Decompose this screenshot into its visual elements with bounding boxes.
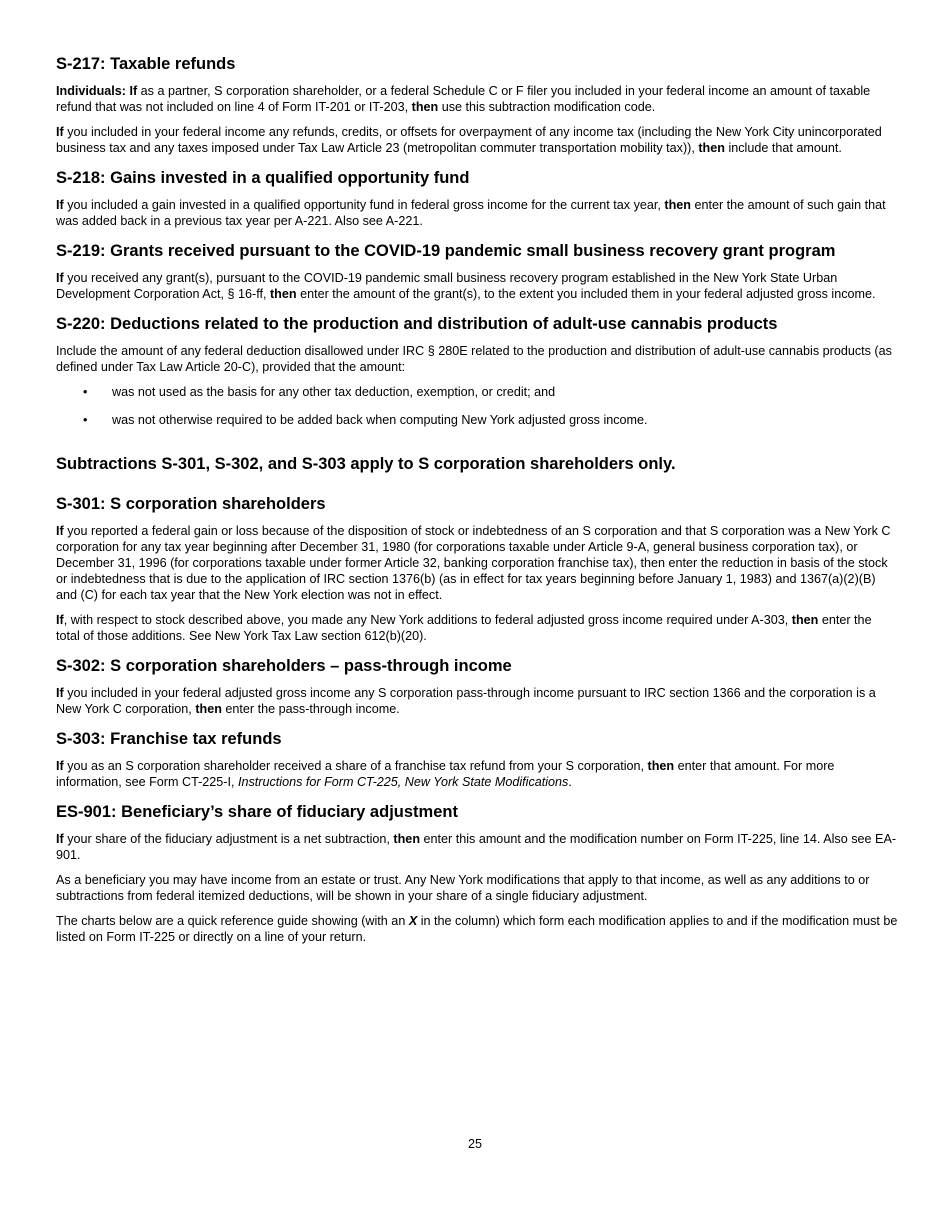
bullet-list [56,384,898,428]
paragraph: As a beneficiary you may have income from an estate or trust. Any New York modifications that apply to that income, as well as any additions to or subtractions from federal itemized deductions, will be shown in your share of a single fiduciary adjustment. [56,873,870,903]
section-s302 [56,656,898,717]
section-title: S-219: Grants received pursuant to the COVID-19 pandemic small business recovery grant program [56,242,836,260]
s-corp-group-heading: Subtractions S-301, S-302, and S-303 apply to S corporation shareholders only. [56,455,676,473]
paragraph: Include the amount of any federal deduction disallowed under IRC § 280E related to the production and distribution of adult-use cannabis products (as defined under Tax Law Article 20-C), provided that the amount: [56,344,892,374]
section-title: S-220: Deductions related to the production and distribution of adult-use cannabis products [56,315,778,333]
paragraph: If, with respect to stock described above, you made any New York additions to federal adjusted gross income required under A-303, then enter the total of those additions. See New York Tax Law section 612(b)(20). [56,613,872,643]
bullet-icon: • [83,413,88,427]
paragraph: Individuals: If as a partner, S corporation shareholder, or a federal Schedule C or F filer you included in your federal income an amount of taxable refund that was not included on line 4 of Form IT-201 or IT-203, then use this subtraction modification code. [56,84,871,114]
section-title: S-217: Taxable refunds [56,55,236,73]
paragraph: The charts below are a quick reference guide showing (with an X in the column) which form each modification applies to and if the modification must be listed on Form IT-225 or directly on a line of your return. [56,914,898,944]
section-s301 [56,494,898,644]
paragraph: If you received any grant(s), pursuant to the COVID-19 pandemic small business recovery program established in the New York State Urban Development Corporation Act, § 16-ff, then enter the amount of the grant(s), to the extent you included them in your federal adjusted gross income. [56,271,876,301]
section-title: S-301: S corporation shareholders [56,495,326,513]
paragraph: If you as an S corporation shareholder received a share of a franchise tax refund from your S corporation, then enter that amount. For more information, see Form CT-225-I, Instructions for Form CT-225, New York State Modifications. [56,759,835,789]
bullet-icon: • [83,385,88,399]
paragraph: If you included in your federal adjusted gross income any S corporation pass-through income pursuant to IRC section 1366 and the corporation is a New York C corporation, then enter the pass-through income. [56,686,876,716]
list-item: • was not otherwise required to be added back when computing New York adjusted gross income. [83,413,648,427]
paragraph: If you included in your federal income any refunds, credits, or offsets for overpayment of any income tax (including the New York City unincorporated business tax and any taxes imposed under Tax Law Article 23 (metropolitan commuter transportation mobility tax)), then include that amount. [56,125,882,155]
document-page [56,54,898,957]
paragraph: If you reported a federal gain or loss because of the disposition of stock or indebtedness of an S corporation and that S corporation was a New York C corporation for any tax year beginning after December 31, 1980 (for corporations taxable under Article 9-A, general business corporation tax), or December 31, 1996 (for corporations taxable under former Article 32, banking corporation franchise tax), then enter the reduction in basis of the stock or indebtedness that is due to the application of IRC section 1376(b) (as in effect for tax years beginning before January 1, 1983) and 1367(a)(2)(B) and (C) for each tax year that the New York election was not in effect. [56,524,891,602]
section-title: S-302: S corporation shareholders – pass-through income [56,657,512,675]
section-title: ES-901: Beneficiary’s share of fiduciary adjustment [56,803,458,821]
section-es901 [56,802,898,945]
page-number: 25 [467,1137,482,1151]
section-s218 [56,168,898,229]
paragraph: If you included a gain invested in a qualified opportunity fund in federal gross income for the current tax year, then enter the amount of such gain that was added back in a previous tax year per A-221. Also see A-221. [56,198,886,228]
section-s219 [56,241,898,302]
section-s303 [56,729,898,790]
section-title: S-218: Gains invested in a qualified opportunity fund [56,169,470,187]
section-title: S-303: Franchise tax refunds [56,730,282,748]
section-s220 [56,314,898,428]
paragraph: If your share of the fiduciary adjustment is a net subtraction, then enter this amount and the modification number on Form IT-225, line 14. Also see EA-901. [56,832,897,862]
section-s217 [56,54,898,156]
list-item: • was not used as the basis for any other tax deduction, exemption, or credit; and [83,385,556,399]
